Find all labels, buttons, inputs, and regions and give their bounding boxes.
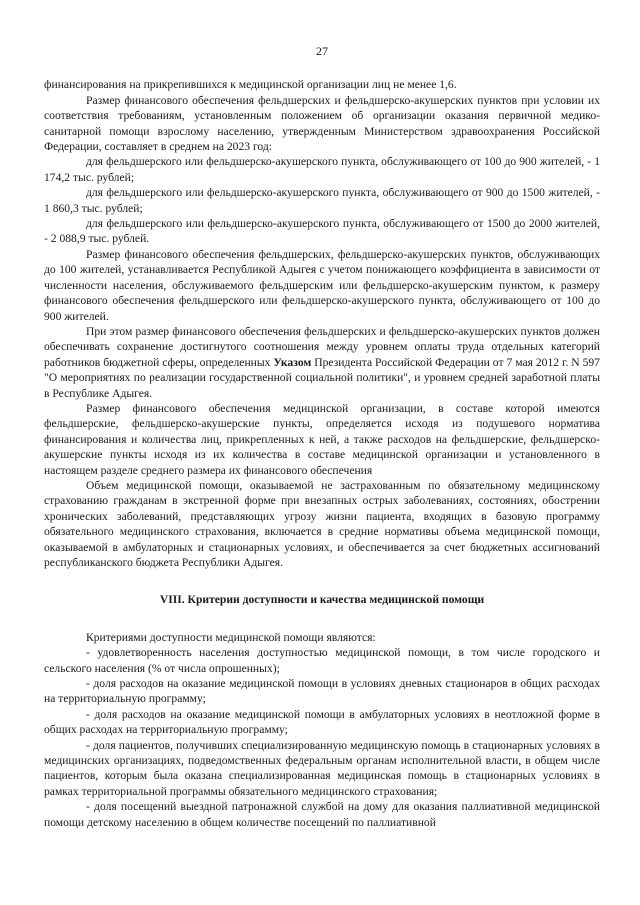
paragraph-fap-funding: Размер финансового обеспечения фельдшерских и фельдшерско-акушерских пунктов при условии их соответствия требованиям, установленным положением об организации оказания первичной медико-санитарной помощи взрослому населению, утвержденным Министерством здравоохранения Российской Федерации, составляет в среднем на 2023 год: <box>44 93 600 154</box>
paragraph-continuation: финансирования на прикрепившихся к медицинской организации лиц не менее 1,6. <box>44 78 457 92</box>
criteria-item: - доля расходов на оказание медицинской помощи в условиях дневных стационаров в общих расходах на территориальную программу; <box>44 677 600 706</box>
criteria-intro: Критериями доступности медицинской помощи являются: <box>86 630 376 644</box>
criteria-item: - удовлетворенность населения доступностью медицинской помощи, в том числе городского и сельского населения (% от числа опрошенных); <box>44 646 600 675</box>
paragraph-fap-900-1500: для фельдшерского или фельдшерско-акушерского пункта, обслуживающего от 900 до 1500 жителей, - 1 860,3 тыс. рублей; <box>44 186 600 215</box>
criteria-item: - доля пациентов, получивших специализированную медицинскую помощь в стационарных условиях в медицинских организациях, подведомственных федеральным органам исполнительной власти, в общем числе пациентов, которым была оказана специализированная медицинская помощь в стационарных условиях в рамках территориальной программы обязательного медицинского страхования; <box>44 738 600 798</box>
decree-link: Указом <box>273 355 312 369</box>
section-title: VIII. Критерии доступности и качества медицинской помощи <box>159 593 485 607</box>
paragraph-fap-1500-2000: для фельдшерского или фельдшерско-акушерского пункта, обслуживающего от 1500 до 2000 жителей, - 2 088,9 тыс. рублей. <box>44 217 600 246</box>
criteria-item: - доля расходов на оказание медицинской помощи в амбулаторных условиях в неотложной форме в общих расходах на территориальную программу; <box>44 707 600 737</box>
paragraph-uninsured-volume: Объем медицинской помощи, оказываемой не застрахованным по обязательному медицинскому страхованию гражданам в экстренной форме при внезапных острых заболеваниях, состояниях, обострении хронических заболеваний, представляющих угрозу жизни пациента, входящих в базовую программу обязательного медицинского страхования, включается в средние нормативы объема медицинской помощи, оказываемой в амбулаторных и стационарных условиях, и обеспечивается за счет бюджетных ассигнований республиканского бюджета Республики Адыгея. <box>44 478 600 569</box>
paragraph-salary-ratio-part2: Президента Российской Федерации от 7 мая 2012 г. N 597 "О мероприятиях по реализации государственной социальной политики", и уровнем средней заработной платы в Республике Адыгея. <box>44 355 600 400</box>
paragraph-fap-100-900: для фельдшерского или фельдшерско-акушерского пункта, обслуживающего от 100 до 900 жителей, - 1 174,2 тыс. рублей; <box>44 155 600 184</box>
paragraph-fap-under-100: Размер финансового обеспечения фельдшерских, фельдшерско-акушерских пунктов, обслуживающих до 100 жителей, устанавливается Республикой Адыгея с учетом понижающего коэффициента в зависимости от численности населения, обслуживаемого фельдшерским или фельдшерско-акушерским пунктом, к размеру финансового обеспечения фельдшерского или фельдшерско-акушерского пункта, обслуживающего от 100 до 900 жителей. <box>44 247 600 323</box>
page-number: 27 <box>316 44 328 58</box>
paragraph-salary-ratio-part1: При этом размер финансового обеспечения фельдшерских и фельдшерско-акушерских пунктов должен обеспечивать сохранение достигнутого соотношения между уровнем оплаты труда отдельных категорий работников бюджетной сферы, определенных <box>44 324 600 369</box>
criteria-item: - доля посещений выездной патронажной службой на дому для оказания паллиативной медицинской помощи детскому населению в общем количестве посещений по паллиативной <box>44 800 600 829</box>
paragraph-salary-ratio <box>44 324 600 401</box>
paragraph-org-funding: Размер финансового обеспечения медицинской организации, в составе которой имеются фельдшерские, фельдшерско-акушерские пункты, определяется исходя из подушевого норматива финансирования и количества лиц, прикрепленных к ней, а также расходов на фельдшерские, фельдшерско-акушерские пункты исходя из их количества в составе медицинской организации и установленного в настоящем разделе среднего размера их финансового обеспечения <box>44 401 600 477</box>
